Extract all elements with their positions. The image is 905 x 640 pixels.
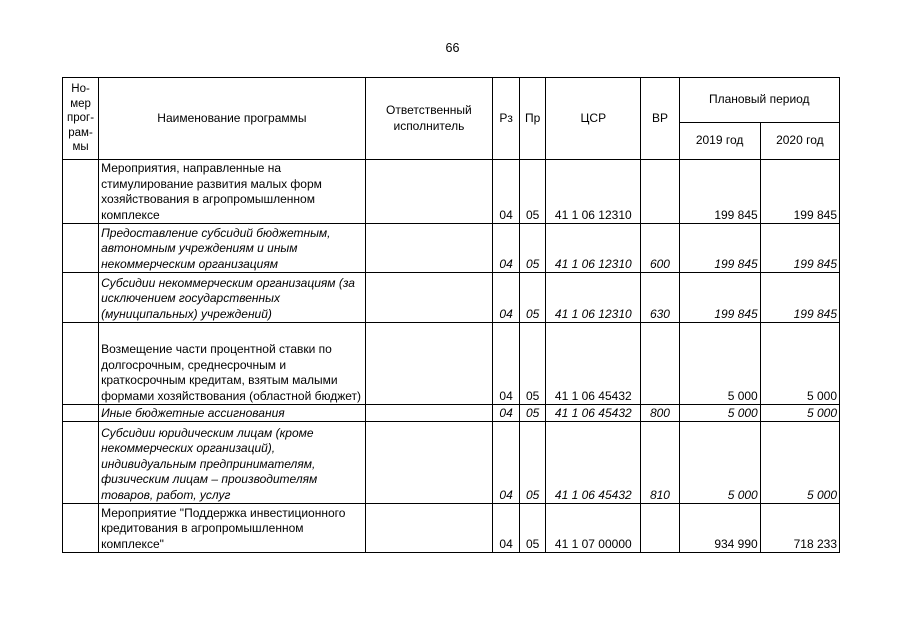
pr-cell: 05	[520, 224, 546, 273]
table-row	[63, 323, 840, 405]
amount-2019-cell: 934 990	[679, 504, 760, 553]
rz-cell: 04	[493, 323, 520, 405]
program-name-cell: Субсидии некоммерческим организациям (за исключением государственных (муниципальных) учреждений)	[99, 273, 366, 323]
table-row	[63, 422, 840, 504]
table-row	[63, 224, 840, 273]
header-year-2020: 2020 год	[760, 123, 839, 160]
amount-2020-cell: 5 000	[760, 323, 839, 405]
pr-cell: 05	[520, 273, 546, 323]
rz-cell: 04	[493, 405, 520, 422]
vr-cell: 810	[641, 422, 679, 504]
csr-cell: 41 1 06 12310	[546, 273, 641, 323]
rz-cell: 04	[493, 160, 520, 224]
vr-cell: 600	[641, 224, 679, 273]
amount-2020-cell: 5 000	[760, 422, 839, 504]
table-header-row	[63, 78, 840, 123]
table-row	[63, 405, 840, 422]
program-name-cell: Иные бюджетные ассигнования	[99, 405, 366, 422]
pr-cell: 05	[520, 422, 546, 504]
program-number-cell	[63, 160, 99, 224]
responsible-cell	[365, 422, 492, 504]
csr-cell: 41 1 06 45432	[546, 323, 641, 405]
header-program-number: Но-мер прог-рам-мы	[63, 78, 99, 160]
csr-cell: 41 1 06 45432	[546, 422, 641, 504]
amount-2020-cell: 199 845	[760, 224, 839, 273]
rz-cell: 04	[493, 422, 520, 504]
vr-cell: 800	[641, 405, 679, 422]
csr-cell: 41 1 06 45432	[546, 405, 641, 422]
header-vr: ВР	[641, 78, 679, 160]
amount-2020-cell: 199 845	[760, 160, 839, 224]
csr-cell: 41 1 06 12310	[546, 224, 641, 273]
amount-2020-cell: 5 000	[760, 405, 839, 422]
program-name-cell: Возмещение части процентной ставки по долгосрочным, среднесрочным и краткосрочным кредитам, взятым малыми формами хозяйствования (областной бюджет)	[99, 323, 366, 405]
program-number-cell	[63, 405, 99, 422]
pr-cell: 05	[520, 323, 546, 405]
header-planning-period: Плановый период	[679, 78, 839, 123]
responsible-cell	[365, 323, 492, 405]
responsible-cell	[365, 224, 492, 273]
program-number-cell	[63, 504, 99, 553]
header-program-name: Наименование программы	[99, 78, 366, 160]
responsible-cell	[365, 160, 492, 224]
program-number-cell	[63, 422, 99, 504]
vr-cell: 630	[641, 273, 679, 323]
amount-2019-cell: 199 845	[679, 224, 760, 273]
rz-cell: 04	[493, 504, 520, 553]
responsible-cell	[365, 504, 492, 553]
header-responsible: Ответственный исполнитель	[365, 78, 492, 160]
csr-cell: 41 1 07 00000	[546, 504, 641, 553]
vr-cell	[641, 160, 679, 224]
header-rz: Рз	[493, 78, 520, 160]
program-name-cell: Мероприятие "Поддержка инвестиционного кредитования в агропромышленном комплексе"	[99, 504, 366, 553]
program-number-cell	[63, 224, 99, 273]
pr-cell: 05	[520, 160, 546, 224]
program-number-cell	[63, 323, 99, 405]
table-row	[63, 160, 840, 224]
csr-cell: 41 1 06 12310	[546, 160, 641, 224]
page-number: 66	[445, 41, 460, 55]
amount-2019-cell: 199 845	[679, 273, 760, 323]
vr-cell	[641, 504, 679, 553]
amount-2020-cell: 718 233	[760, 504, 839, 553]
table-row	[63, 273, 840, 323]
amount-2019-cell: 199 845	[679, 160, 760, 224]
program-name-cell: Мероприятия, направленные на стимулирование развития малых форм хозяйствования в агропромышленном комплексе	[99, 160, 366, 224]
amount-2020-cell: 199 845	[760, 273, 839, 323]
program-name-cell: Предоставление субсидий бюджетным, автономным учреждениям и иным некоммерческим организациям	[99, 224, 366, 273]
vr-cell	[641, 323, 679, 405]
amount-2019-cell: 5 000	[679, 422, 760, 504]
table-row	[63, 504, 840, 553]
pr-cell: 05	[520, 405, 546, 422]
header-csr: ЦСР	[546, 78, 641, 160]
pr-cell: 05	[520, 504, 546, 553]
rz-cell: 04	[493, 224, 520, 273]
responsible-cell	[365, 273, 492, 323]
header-pr: Пр	[520, 78, 546, 160]
budget-table	[62, 77, 840, 553]
amount-2019-cell: 5 000	[679, 323, 760, 405]
amount-2019-cell: 5 000	[679, 405, 760, 422]
program-name-cell: Субсидии юридическим лицам (кроме некоммерческих организаций), индивидуальным предпринимателям, физическим лицам – производителям товаров, работ, услуг	[99, 422, 366, 504]
header-year-2019: 2019 год	[679, 123, 760, 160]
responsible-cell	[365, 405, 492, 422]
program-number-cell	[63, 273, 99, 323]
rz-cell: 04	[493, 273, 520, 323]
